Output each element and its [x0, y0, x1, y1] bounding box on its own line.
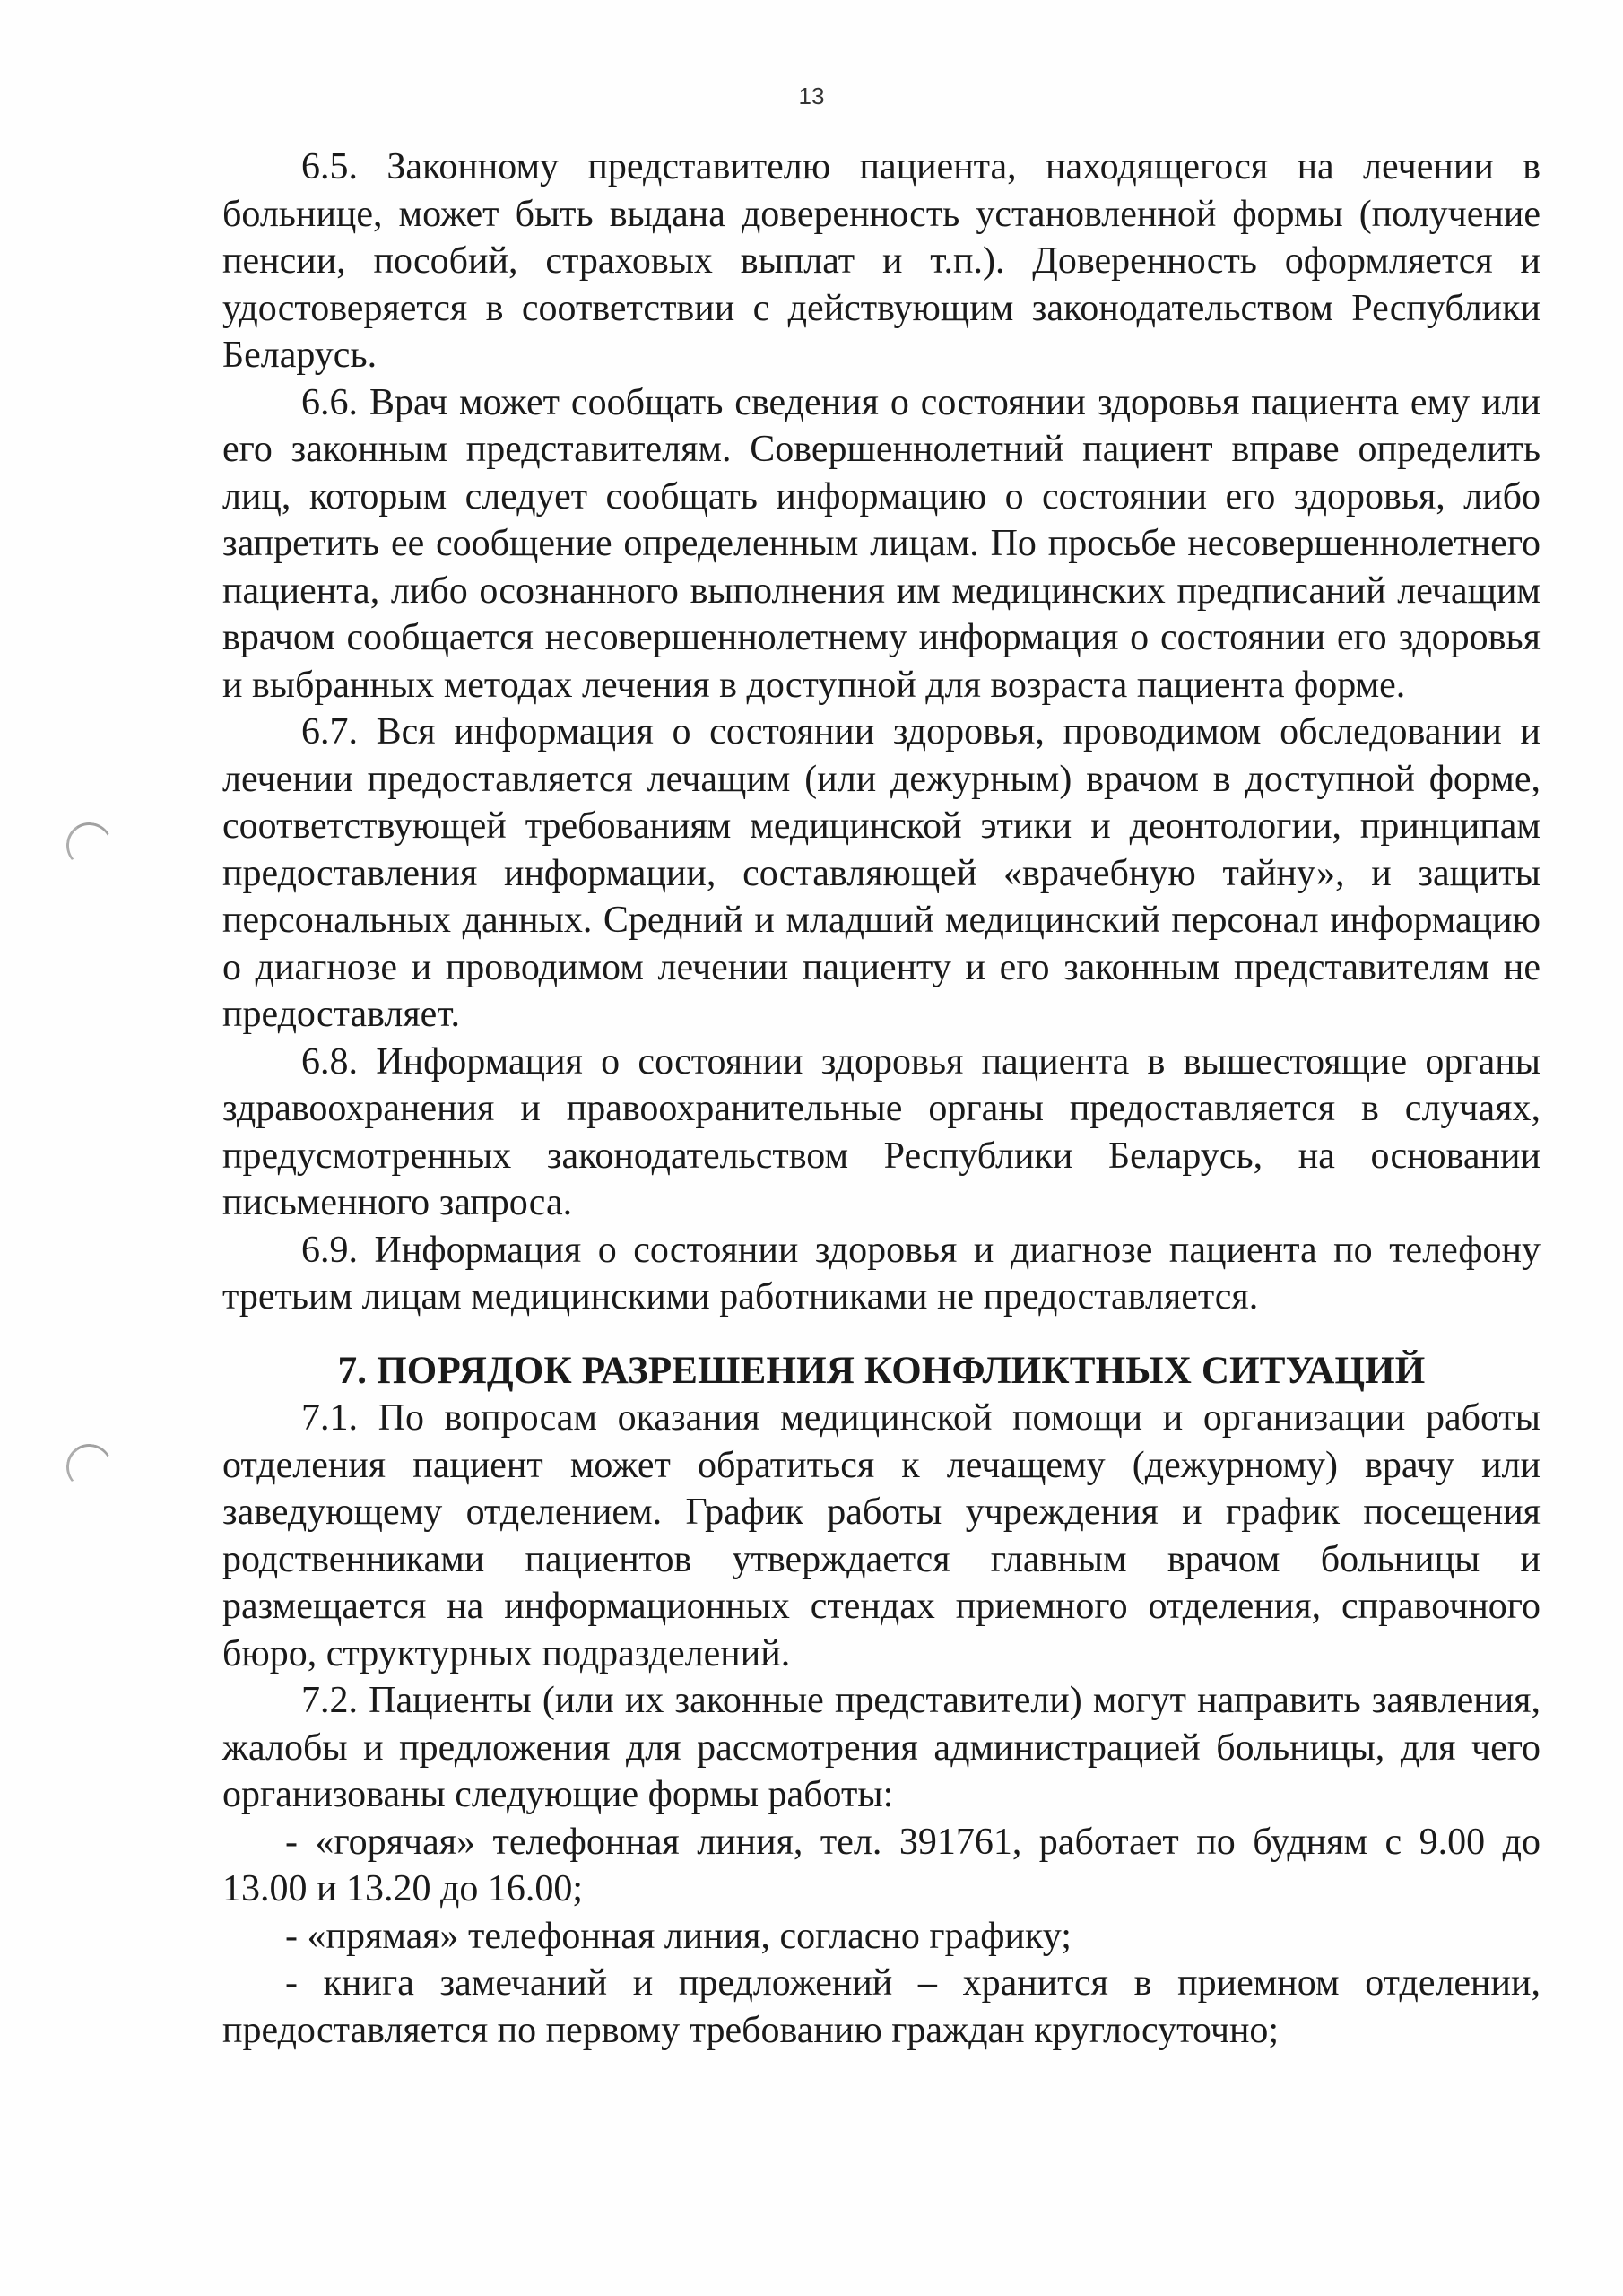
paragraph-6-7: 6.7. Вся информация о состоянии здоровья, проводимом обследовании и лечении предоставляется лечащим (или дежурным) врачом в доступной форме, соответствующей требованиям медицинской этики и деонтологии, принципам предоставления информации, составляющей «врачебную тайну», и защиты персональных данных. Средний и младший медицинский персонал информацию о диагнозе и проводимом лечении пациенту и его законным представителям не предоставляет.	[222, 711, 1541, 1035]
punch-hole-mark	[63, 1440, 116, 1493]
paragraph-6-9: 6.9. Информация о состоянии здоровья и диагнозе пациента по телефону третьим лицам медицинскими работниками не предоставляется.	[222, 1229, 1541, 1318]
document-body	[222, 144, 1541, 2054]
paragraph-6-5: 6.5. Законному представителю пациента, находящегося на лечении в больнице, может быть выдана доверенность установленной формы (получение пенсии, пособий, страховых выплат и т.п.). Доверенность оформляется и удостоверяется в соответствии с действующим законодательством Республики Беларусь.	[222, 146, 1541, 376]
list-item-direct-line: - «прямая» телефонная линия, согласно графику;	[285, 1915, 1072, 1957]
list-item-complaints-book: - книга замечаний и предложений – хранится в приемном отделении, предоставляется по первому требованию граждан круглосуточно;	[222, 1962, 1541, 2051]
section-heading-7: 7. ПОРЯДОК РАЗРЕШЕНИЯ КОНФЛИКТНЫХ СИТУАЦИЙ	[337, 1349, 1426, 1392]
paragraph-7-1: 7.1. По вопросам оказания медицинской помощи и организации работы отделения пациент может обратиться к лечащему (дежурному) врачу или заведующему отделением. График работы учреждения и график посещения родственниками пациентов утверждается главным врачом больницы и размещается на информационных стендах приемного отделения, справочного бюро, структурных подразделений.	[222, 1397, 1541, 1674]
punch-hole-mark	[63, 819, 116, 872]
paragraph-6-6: 6.6. Врач может сообщать сведения о состоянии здоровья пациента ему или его законным представителям. Совершеннолетний пациент вправе определить лиц, которым следует сообщать информацию о состоянии его здоровья, либо запретить ее сообщение определенным лицам. По просьбе несовершеннолетнего пациента, либо осознанного выполнения им медицинских предписаний лечащим врачом сообщается несовершеннолетнему информация о состоянии его здоровья и выбранных методах лечения в доступной для возраста пациента форме.	[222, 381, 1541, 706]
paragraph-7-2: 7.2. Пациенты (или их законные представители) могут направить заявления, жалобы и предложения для рассмотрения администрацией больницы, для чего организованы следующие формы работы:	[222, 1680, 1541, 1815]
list-item-hotline: - «горячая» телефонная линия, тел. 391761, работает по будням с 9.00 до 13.00 и 13.20 до 16.00;	[222, 1821, 1541, 1909]
paragraph-6-8: 6.8. Информация о состоянии здоровья пациента в вышестоящие органы здравоохранения и правоохранительные органы предоставляется в случаях, предусмотренных законодательством Республики Беларусь, на основании письменного запроса.	[222, 1040, 1541, 1223]
page-number: 13	[798, 83, 825, 109]
